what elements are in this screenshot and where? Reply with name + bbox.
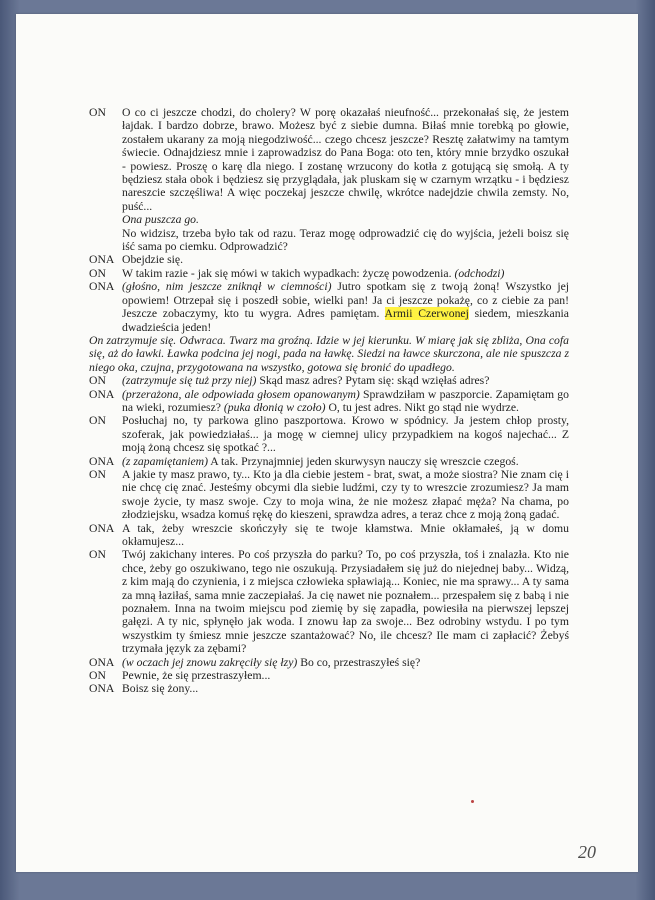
- speaker-label: ONA: [89, 655, 115, 669]
- dialogue-entry: [89, 682, 569, 695]
- line-text: siedem, mieszkania dwadzieścia jeden!: [122, 307, 569, 334]
- dialogue-line: [122, 374, 569, 387]
- dialogue-entry: [89, 656, 569, 669]
- dialogue-line: [122, 106, 569, 227]
- speaker-label: ON: [89, 374, 106, 388]
- dialogue-line: [122, 388, 569, 415]
- inline-stage-direction: (zatrzymuje się tuż przy niej): [122, 374, 257, 388]
- dialogue-entry: [89, 414, 569, 454]
- inline-stage-direction: (puka dłonią w czoło): [223, 400, 326, 414]
- page-number: 20: [578, 842, 596, 862]
- speaker-label: ONA: [89, 521, 115, 535]
- speaker-label: ON: [89, 266, 106, 280]
- line-text: Pewnie, że się przestraszyłem...: [122, 669, 271, 683]
- header-mark: [48, 50, 63, 55]
- dialogue-line: [122, 414, 569, 454]
- line-text: A tak, żeby wreszcie skończyły się te twoje kłamstwa. Mnie okłamałeś, ją w domu okłamujesz...: [122, 521, 569, 548]
- dialogue-line: [122, 548, 569, 655]
- dialogue-entry: [89, 253, 569, 266]
- line-text: A tak. Przynajmniej jeden skurwysyn nauczy się wreszcie czegoś.: [208, 454, 519, 468]
- inline-stage-direction: (w oczach jej znowu zakręciły się łzy): [122, 655, 298, 669]
- speaker-label: ON: [89, 106, 106, 119]
- dialogue-line: [122, 267, 569, 280]
- line-text: W takim razie - jak się mówi w takich wypadkach: życzę powodzenia.: [122, 266, 455, 280]
- speaker-label: ONA: [89, 387, 115, 401]
- inline-stage-direction: (głośno, nim jeszcze zniknął w ciemności): [122, 280, 332, 294]
- dialogue-line: [122, 227, 569, 254]
- dialogue-entry: [89, 280, 569, 334]
- dialogue-line: [122, 682, 569, 695]
- speaker-label: ONA: [89, 682, 115, 696]
- speaker-label: ON: [89, 548, 106, 562]
- speaker-label: ON: [89, 467, 106, 481]
- dialogue-line: [122, 253, 569, 266]
- dialogue-line: [122, 669, 569, 682]
- dialogue-entry: [89, 455, 569, 468]
- script-body: [89, 106, 569, 696]
- speaker-label: ON: [89, 669, 106, 683]
- speaker-label: ONA: [89, 454, 115, 468]
- line-text: Obejdzie się.: [122, 253, 184, 267]
- inline-stage-direction: (przerażona, ale odpowiada głosem opanowanym): [122, 387, 360, 401]
- line-text: O, tu jest adres. Nikt go stąd nie wydrze.: [325, 400, 519, 414]
- speaker-label: ONA: [89, 253, 115, 267]
- speaker-label: [89, 227, 122, 254]
- inline-stage-direction: Ona puszcza go.: [122, 213, 199, 227]
- dialogue-entry: [89, 267, 569, 280]
- line-text: Jutro spotkam się z twoją żoną! Wszystko jej opowiem! Otrzepał się i poszedł sobie, wielki pan! Ja ci jeszcze pokażę, co z ciebie za pan! Jeszcze zobaczymy, kto tu wygra. Adres pamiętam.: [122, 280, 569, 321]
- line-text: A jakie ty masz prawo, ty... Kto ja dla ciebie jestem - brat, swat, a może siostra? Nie znam cię i nie chcę cię znać. Jesteśmy obcymi dla siebie ludźmi, czy ty to wreszcie zrozumiesz? Ja mam swoje życie, ty masz swoje. Czy to moja wina, że nie możesz złapać męża? Na chama, po złodziejsku, wsadza komuś rękę do kieszeni, sprawdza adres, a teraz chce z moją żoną gadać.: [122, 467, 569, 522]
- dialogue-entry: [89, 548, 569, 655]
- dialogue-line: [122, 468, 569, 522]
- dialogue-entry: [89, 522, 569, 549]
- line-text: Posłuchaj no, ty parkowa glino paszportowa. Krowo w spódnicy. Ja jestem chłop prosty, szoferak, jak powiedziałaś... ja mogę w ciemnej ulicy przypadkiem na kogoś najechać... Z moją żoną chcesz się spotkać ?...: [122, 414, 569, 455]
- inline-stage-direction: (z zapamiętaniem): [122, 454, 209, 468]
- stage-direction: On zatrzymuje się. Odwraca. Twarz ma groźną. Idzie w jej kierunku. W miarę jak się zbliża, Ona cofa się, aż do ławki. Ławka podcina jej nogi, pada na ławkę. Siedzi na ławce skurczona, ale nie spuszcza z niego oka, czujna, przygotowana na wszystko, gotowa się bronić do upadłego.: [89, 333, 569, 374]
- dialogue-line: [122, 280, 569, 334]
- line-text: Boisz się żony...: [122, 682, 199, 696]
- highlighted-text: Armii Czerwonej: [384, 307, 469, 321]
- speaker-label: ONA: [89, 280, 115, 294]
- dialogue-entry: [89, 374, 569, 387]
- line-text: Skąd masz adres? Pytam się: skąd wzięłaś adres?: [256, 374, 490, 388]
- dialogue-entry: [89, 106, 569, 227]
- dialogue-entry: [89, 388, 569, 415]
- line-text: O co ci jeszcze chodzi, do cholery? W porę okazałaś nieufność... przekonałaś się, że jestem łajdak. I bardzo dobrze, brawo. Możesz być z siebie dumna. Biłaś mnie torebką po głowie, zostałem ukarany za moją niegodziwość... czego chcesz jeszcze? Resztę załatwimy na tamtym świecie. Odnajdziesz mnie i zaprowadzisz do Pana Boga: oto ten, który mnie brzydko oszukał - powiesz. Proszę o karę dla niego. I zostanę wrzucony do kotła z gotującą się smołą. A ty będziesz stała obok i będziesz się przyglądała, jak pluskam się w czarnym wrzątku - i będziesz nareszcie szczęśliwa! A więc poczekaj jeszcze chwilę, wkrótce nadejdzie chwila zemsty. No, puść...: [122, 106, 569, 213]
- line-text: Bo co, przestraszyłeś się?: [297, 655, 421, 669]
- speaker-label: ON: [89, 414, 106, 428]
- dialogue-entry: [89, 669, 569, 682]
- inline-stage-direction: (odchodzi): [454, 266, 505, 280]
- dialogue-entry: [89, 468, 569, 522]
- line-text: Twój zakichany interes. Po coś przyszła do parku? To, po coś przyszła, toś i znalazła. Kto nie chce, żeby go oszukiwano, tego nie oszukują. Przysiadałem się już do niejednej baby... Widzą, z kim mają do czynienia, i z miejsca człowieka spławiają... Koniec, nie ma sprawy... A ty sama za mną łaziłaś, sama mnie zaczepiałaś. Ja cię nawet nie poznałem... przespałem się z babą i nie poznałem. Inna na twoim miejscu pod ziemię by się zapadła, powiesiła na pierwszej lepszej gałęzi. A ty nic, spłynęło jak woda. I znowu łap za swoje... Bez odrobiny wstydu. I po tym wszystkim ty śmiesz mnie jeszcze szantażować? No, ile chcesz? Ile mam ci zapłacić? Żebyś trzymała język za zębami?: [122, 548, 569, 656]
- ink-dot: [471, 800, 474, 803]
- dialogue-line: [122, 656, 569, 669]
- line-text: No widzisz, trzeba było tak od razu. Teraz mogę odprowadzić cię do wyjścia, jeżeli boisz się iść sama po ciemku. Odprowadzić?: [122, 226, 569, 254]
- dialogue-line: [122, 455, 569, 468]
- dialogue-line: [122, 522, 569, 549]
- line-text: Sprawdziłam w paszporcie. Zapamiętam go na wieki, rozumiesz?: [122, 387, 569, 414]
- script-page: [16, 14, 638, 872]
- dialogue-entry: [89, 227, 569, 254]
